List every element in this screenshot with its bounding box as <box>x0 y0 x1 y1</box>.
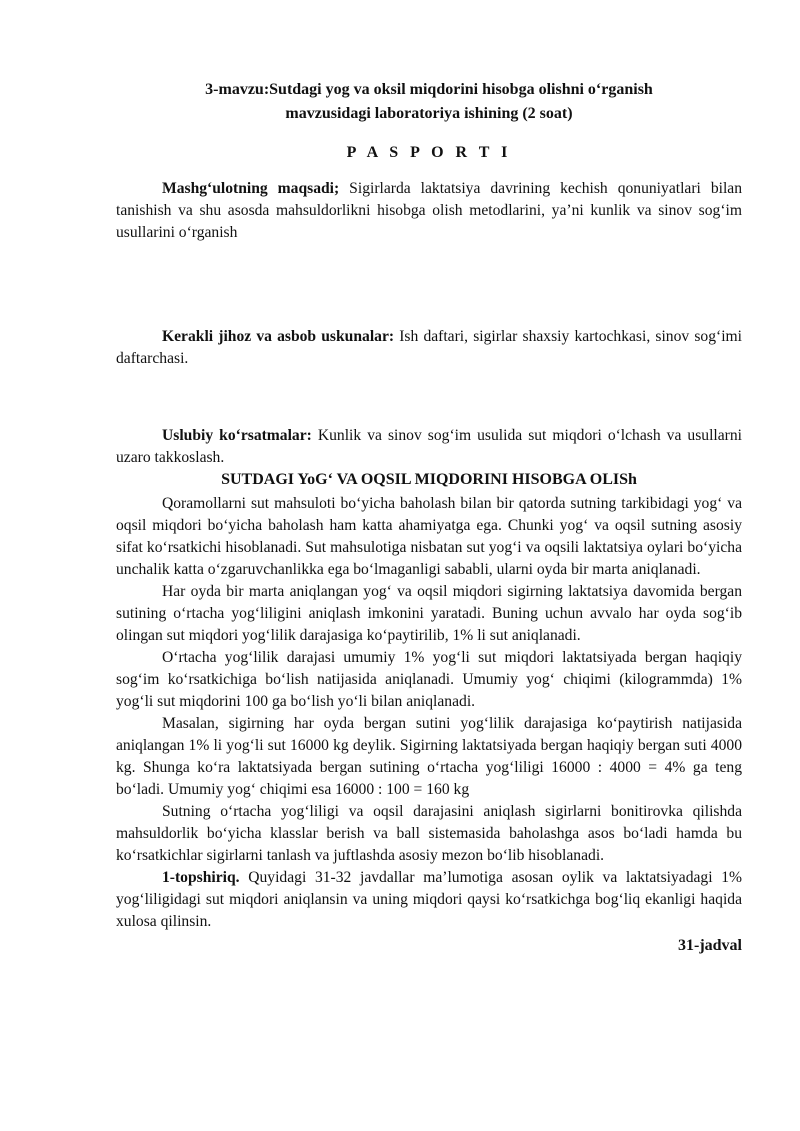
passport-heading: P A S P O R T I <box>346 144 512 161</box>
guidance-paragraph <box>116 425 742 469</box>
equipment-label: Kerakli jihoz va asbob uskunalar: <box>162 328 395 345</box>
document-page <box>116 72 742 957</box>
title-line-1: 3-mavzu:Sutdagi yog va oksil miqdorini hisobga olishni o‘rganish <box>205 81 653 98</box>
goal-paragraph <box>116 178 742 244</box>
task-label: 1-topshiriq. <box>162 869 240 886</box>
body-paragraph: Masalan, sigirning har oyda bergan sutini yog‘lilik darajasiga ko‘paytirish natijasida aniqlangan 1% li yog‘li sut 16000 kg deylik. Sigirning laktatsiyada bergan haqiqiy bergan suti 4000 kg. Shunga ko‘ra laktatsiyada bergan sutining o‘rtacha yog‘liligi 16000 : 4000 = 4% ga teng bo‘ladi. Umumiy yog‘ chiqimi esa 16000 : 100 = 160 kg <box>116 715 742 798</box>
goal-label: Mashg‘ulotning maqsadi; <box>162 180 340 197</box>
guidance-label: Uslubiy ko‘rsatmalar: <box>162 427 312 444</box>
task-paragraph <box>116 867 742 933</box>
title-line-2: mavzusidagi laboratoriya ishining (2 soat) <box>285 105 573 122</box>
equipment-text: Ish daftari, sigirlar shaxsiy kartochkasi, sinov sog‘imi daftarchasi. <box>116 328 742 367</box>
spacer <box>116 244 742 326</box>
task-text: Quyidagi 31-32 javdallar ma’lumotiga asosan oylik va laktatsiyadagi 1% yog‘liligidagi sut miqdori aniqlansin va uning miqdori qaysi ko‘rsatkichga bog‘liq ekanligi haqida xulosa qilinsin. <box>116 869 742 930</box>
section-heading: SUTDAGI YoG‘ VA OQSIL MIQDORINI HISOBGA OLISh <box>221 471 637 488</box>
body-paragraph: Sutning o‘rtacha yog‘liligi va oqsil darajasini aniqlash sigirlarni bonitirovka qilishda mahsuldorlik bo‘yicha klasslar berish va ball sistemasida baholashga asos bo‘ladi hamda bu ko‘rsatkichlar sigirlarni tanlash va juftlashda asosiy mezon bo‘lib hisoblanadi. <box>116 803 742 864</box>
guidance-text: Kunlik va sinov sog‘im usulida sut miqdori o‘lchash va usullarni uzaro takkoslash. <box>116 427 742 466</box>
body-paragraph: O‘rtacha yog‘lilik darajasi umumiy 1% yog‘li sut miqdori laktatsiyada bergan haqiqiy sog‘im ko‘rsatkichiga bo‘lish natijasida aniqlanadi. Umumiy yog‘ chiqimi (kilogrammda) 1% yog‘li sut miqdorini 100 ga bo‘lish yo‘li bilan aniqlanadi. <box>116 649 742 710</box>
spacer <box>116 370 742 425</box>
body-paragraph: Qoramollarni sut mahsuloti bo‘yicha baholash bilan bir qatorda sutning tarkibidagi yog‘ va oqsil miqdori bo‘yicha baholash ham katta ahamiyatga ega. Chunki yog‘ va oqsil sutning asosiy sifat ko‘rsatkichi hisoblanadi. Sut mahsulotiga nisbatan sut yog‘i va oqsili laktatsiya oylari bo‘yicha unchalik katta o‘zgaruvchanlikka ega bo‘lmaganligi sababli, ularni oyda bir marta aniqlanadi. <box>116 495 742 578</box>
table-label: 31-jadval <box>678 937 742 954</box>
document-title <box>116 78 742 126</box>
body-paragraph: Har oyda bir marta aniqlangan yog‘ va oqsil miqdori sigirning laktatsiya davomida bergan sutining o‘rtacha yog‘liligini aniqlash imkonini yaratadi. Buning uchun avvalo har oyda sog‘ib olingan sut miqdori yog‘lilik darajasiga ko‘paytirilib, 1% li sut aniqlanadi. <box>116 583 742 644</box>
goal-text: Sigirlarda laktatsiya davrining kechish qonuniyatlari bilan tanishish va shu asosda mahsuldorlikni hisobga olish metodlarini, ya’ni kunlik va sinov sog‘im usullarini o‘rganish <box>116 180 742 241</box>
equipment-paragraph <box>116 326 742 370</box>
